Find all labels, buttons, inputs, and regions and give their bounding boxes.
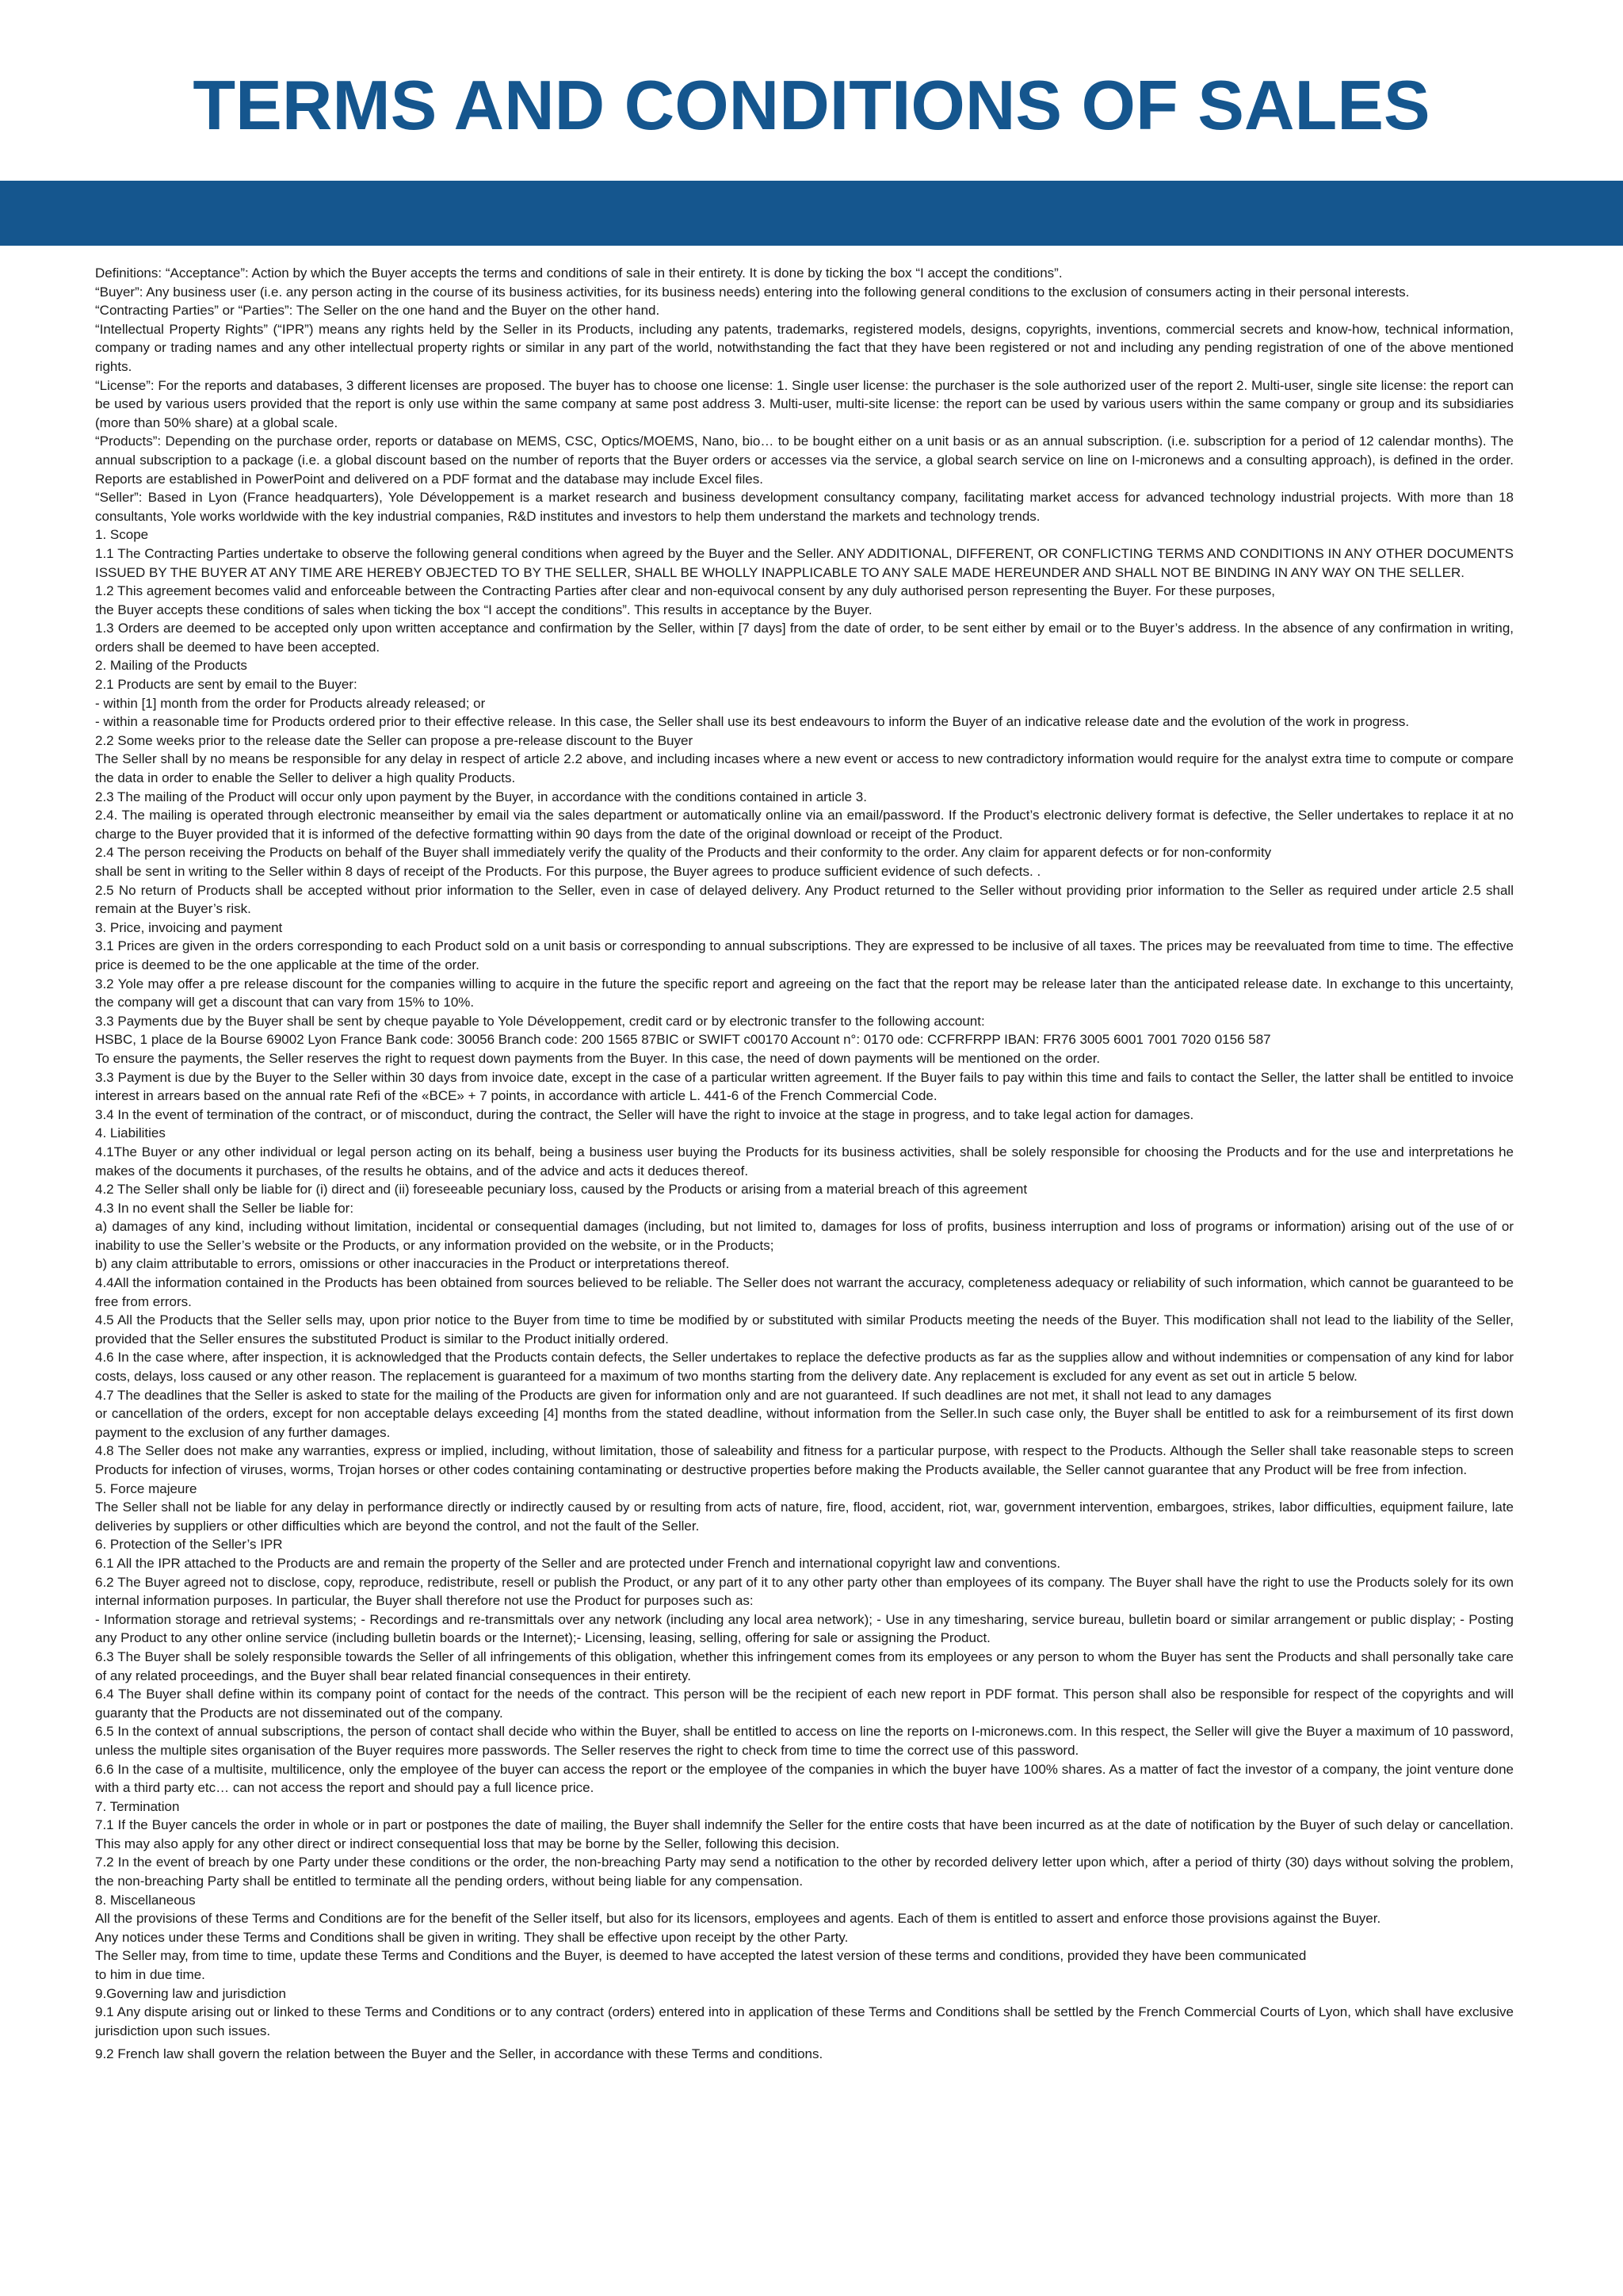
terms-paragraph: Any notices under these Terms and Conditions shall be given in writing. They shall be effective upon receipt by the other Party. [95,1929,849,1945]
terms-paragraph: 6.6 In the case of a multisite, multilicence, only the employee of the buyer can access the report or the employee of the companies in which the buyer have 100% shares. As a matter of fact the investor of a company, the joint venture done with a third party etc… can not access the report and should pay a full licence price. [95,1761,1514,1796]
terms-paragraph: 8. Miscellaneous [95,1892,196,1908]
terms-paragraph: 9.Governing law and jurisdiction [95,1985,286,2001]
terms-paragraph: 6.3 The Buyer shall be solely responsible towards the Seller of all infringements of this obligation, whether this infringement comes from its employees or any person to whom the Buyer has sent the Products and shall personally take care of any related proceedings, and the Buyer shall bear related financial consequences in their entirety. [95,1648,1514,1683]
terms-paragraph: 3.4 In the event of termination of the contract, or of misconduct, during the contract, the Seller will have the right to invoice at the stage in progress, and to take legal action for damages. [95,1106,1194,1122]
terms-paragraph: 6.1 All the IPR attached to the Products are and remain the property of the Seller and are protected under French and international copyright law and conventions. [95,1555,1061,1571]
terms-paragraph: 3.3 Payments due by the Buyer shall be sent by cheque payable to Yole Développement, credit card or by electronic transfer to the following account: [95,1013,985,1029]
terms-paragraph: to him in due time. [95,1967,205,1983]
terms-paragraph: The Seller may, from time to time, update these Terms and Conditions and the Buyer, is deemed to have accepted the latest version of these terms and conditions, provided they have been communicated [95,1948,1307,1964]
terms-paragraph: a) damages of any kind, including without limitation, incidental or consequential damages (including, but not limited to, damages for loss of profits, business interruption and loss of programs or information) arising out of the use of or inability to use the Seller’s website or the Products, or any information provided on the website, or in the Products; [95,1219,1514,1253]
terms-paragraph: 7.2 In the event of breach by one Party under these conditions or the order, the non-breaching Party may send a notification to the other by recorded delivery letter upon which, after a period of thirty (30) days without solving the problem, the non-breaching Party shall be entitled to terminate all the pending orders, without being liable for any compensation. [95,1855,1514,1889]
title-band [0,181,1623,246]
terms-paragraph: 3. Price, invoicing and payment [95,919,283,935]
terms-paragraph: 6.2 The Buyer agreed not to disclose, copy, reproduce, redistribute, resell or publish the Product, or any part of it to any other party other than employees of its company. The Buyer shall have the right to use the Products solely for its own internal information purposes. In particular, the Buyer shall therefore not use the Product for purposes such as: [95,1574,1514,1609]
terms-paragraph: 1.3 Orders are deemed to be accepted only upon written acceptance and confirmation by the Seller, within [7 days] from the date of order, to be sent either by email or to the Buyer’s address. In the absence of any confirmation in writing, orders shall be deemed to have been accepted. [95,621,1514,655]
terms-paragraph: Definitions: “Acceptance”: Action by which the Buyer accepts the terms and conditions of sale in their entirety. It is done by ticking the box “I accept the conditions”. [95,266,1063,281]
terms-paragraph: 2.4 The person receiving the Products on behalf of the Buyer shall immediately verify the quality of the Products and their conformity to the order. Any claim for apparent defects or for non-conformity [95,845,1272,861]
terms-paragraph: The Seller shall by no means be responsible for any delay in respect of article 2.2 above, and including incases where a new event or access to new contradictory information would require for the analyst extra time to compute or compare the data in order to enable the Seller to deliver a high quality Products. [95,751,1514,786]
terms-paragraph: 4. Liabilities [95,1125,166,1141]
terms-paragraph: 2.3 The mailing of the Product will occur only upon payment by the Buyer, in accordance with the conditions contained in article 3. [95,789,867,804]
terms-paragraph: “Contracting Parties” or “Parties”: The Seller on the one hand and the Buyer on the other hand. [95,303,660,319]
terms-paragraph: “Seller”: Based in Lyon (France headquarters), Yole Développement is a market research and business development consultancy company, facilitating market access for advanced technology industrial projects. With more than 18 consultants, Yole works worldwide with the key industrial companies, R&D institutes and investors to help them understand the markets and technology trends. [95,490,1514,524]
terms-body [95,264,1514,2064]
terms-paragraph: 4.7 The deadlines that the Seller is asked to state for the mailing of the Products are given for information only and are not guaranteed. If such deadlines are not met, it shall not lead to any damages [95,1387,1272,1403]
terms-paragraph: 3.1 Prices are given in the orders corresponding to each Product sold on a unit basis or corresponding to annual subscriptions. They are expressed to be inclusive of all taxes. The prices may be reevaluated from time to time. The effective price is deemed to be the one applicable at the time of the order. [95,938,1514,972]
terms-paragraph: 2.5 No return of Products shall be accepted without prior information to the Seller, even in case of delayed delivery. Any Product returned to the Seller without providing prior information to the Seller as required under article 2.5 shall remain at the Buyer’s risk. [95,882,1514,917]
terms-paragraph: The Seller shall not be liable for any delay in performance directly or indirectly caused by or resulting from acts of nature, fire, flood, accident, riot, war, government intervention, embargoes, strikes, labor difficulties, equipment failure, late deliveries by suppliers or other difficulties which are beyond the control, and not the fault of the Seller. [95,1499,1514,1534]
terms-paragraph: HSBC, 1 place de la Bourse 69002 Lyon France Bank code: 30056 Branch code: 200 1565 87BIC or SWIFT c00170 Account n°: 0170 ode: CCFRFRPP IBAN: FR76 3005 6001 7001 7020 0156 587 [95,1032,1271,1048]
page-title: TERMS AND CONDITIONS OF SALES [193,66,1430,144]
terms-paragraph: b) any claim attributable to errors, omissions or other inaccuracies in the Product or interpretations thereof. [95,1256,730,1272]
terms-paragraph: “Intellectual Property Rights” (“IPR”) means any rights held by the Seller in its Products, including any patents, trademarks, registered models, designs, copyrights, inventions, commercial secrets and know-how, technical information, company or trading names and any other intellectual property rights or similar in any part of the world, notwithstanding the fact that they have been registered or not and including any pending registration of one of the above mentioned rights. [95,321,1514,374]
terms-paragraph: 7. Termination [95,1798,180,1814]
terms-paragraph: 2.4. The mailing is operated through electronic meanseither by email via the sales department or automatically online via an email/password. If the Product’s electronic delivery format is defective, the Seller undertakes to replace it at no charge to the Buyer provided that it is informed of the defective formatting within 90 days from the date of the original download or receipt of the Product. [95,808,1514,842]
terms-paragraph: 9.1 Any dispute arising out or linked to these Terms and Conditions or to any contract (orders) entered into in application of these Terms and Conditions shall be settled by the French Commercial Courts of Lyon, which shall have exclusive jurisdiction upon such issues. [95,2004,1514,2038]
terms-paragraph: 1.1 The Contracting Parties undertake to observe the following general conditions when agreed by the Buyer and the Seller. ANY ADDITIONAL, DIFFERENT, OR CONFLICTING TERMS AND CONDITIONS IN ANY OTHER DOCUMENTS ISSUED BY THE BUYER AT ANY TIME ARE HEREBY OBJECTED TO BY THE SELLER, SHALL BE WHOLLY INAPPLICABLE TO ANY SALE MADE HEREUNDER AND SHALL NOT BE BINDING IN ANY WAY ON THE SELLER. [95,545,1514,580]
terms-paragraph: the Buyer accepts these conditions of sales when ticking the box “I accept the conditions”. This results in acceptance by the Buyer. [95,602,873,617]
terms-paragraph: 2.1 Products are sent by email to the Buyer: [95,677,357,693]
terms-paragraph: 4.6 In the case where, after inspection, it is acknowledged that the Products contain defects, the Seller undertakes to replace the defective products as far as the supplies allow and without indemnities or compensation of any kind for labor costs, delays, loss caused or any other reason. The replacement is guaranteed for a maximum of two months starting from the delivery date. Any replacement is excluded for any event as set out in article 5 below. [95,1350,1514,1385]
terms-paragraph: or cancellation of the orders, except for non acceptable delays exceeding [4] months from the stated deadline, without information from the Seller.In such case only, the Buyer shall be entitled to ask for a reimbursement of its first down payment to the exclusion of any further damages. [95,1406,1514,1440]
terms-paragraph: 5. Force majeure [95,1480,197,1496]
terms-paragraph: “License”: For the reports and databases, 3 different licenses are proposed. The buyer has to choose one license: 1. Single user license: the purchaser is the sole authorized user of the report 2. Multi-user, single site license: the report can be used by various users provided that the report is only use within the same company at same post address 3. Multi-user, multi-site license: the report can be used by various users within the same company or group and its subsidiaries (more than 50% share) at a global scale. [95,377,1514,430]
terms-paragraph: 4.1The Buyer or any other individual or legal person acting on its behalf, being a business user buying the Products for its business activities, shall be solely responsible for choosing the Products and for the use and interpretations he makes of the documents it purchases, of the results he obtains, and of the advice and acts it deduces thereof. [95,1144,1514,1179]
terms-paragraph: 4.8 The Seller does not make any warranties, express or implied, including, without limitation, those of saleability and fitness for a particular purpose, with respect to the Products. Although the Seller shall take reasonable steps to screen Products for infection of viruses, worms, Trojan horses or other codes containing contaminating or destructive properties before making the Products available, the Seller cannot guarantee that any Product will be free from infection. [95,1443,1514,1477]
terms-paragraph: - Information storage and retrieval systems; - Recordings and re-transmittals over any network (including any local area network); - Use in any timesharing, service bureau, bulletin board or similar arrangement or public display; - Posting any Product to any other online service (including bulletin boards or the Internet);- Licensing, leasing, selling, offering for sale or assigning the Product. [95,1611,1514,1646]
terms-paragraph: All the provisions of these Terms and Conditions are for the benefit of the Seller itself, but also for its licensors, employees and agents. Each of them is entitled to assert and enforce those provisions against the Buyer. [95,1911,1381,1927]
terms-paragraph: 6. Protection of the Seller’s IPR [95,1537,283,1553]
terms-paragraph: 2. Mailing of the Products [95,658,247,674]
terms-paragraph: To ensure the payments, the Seller reserves the right to request down payments from the Buyer. In this case, the need of down payments will be mentioned on the order. [95,1050,1101,1066]
terms-paragraph: 1.2 This agreement becomes valid and enforceable between the Contracting Parties after clear and non-equivocal consent by any duly authorised person representing the Buyer. For these purposes, [95,583,1276,599]
terms-paragraph: 6.4 The Buyer shall define within its company point of contact for the needs of the contract. This person will be the recipient of each new report in PDF format. This person shall also be responsible for respect of the copyrights and will guaranty that the Products are not disseminated out of the company. [95,1687,1514,1721]
terms-paragraph: 2.2 Some weeks prior to the release date the Seller can propose a pre-release discount to the Buyer [95,732,693,748]
terms-paragraph: “Buyer”: Any business user (i.e. any person acting in the course of its business activities, for its business needs) entering into the following general conditions to the exclusion of consumers acting in their personal interests. [95,284,1410,300]
terms-paragraph: - within a reasonable time for Products ordered prior to their effective release. In this case, the Seller shall use its best endeavours to inform the Buyer of an indicative release date and the evolution of the work in progress. [95,714,1410,730]
terms-paragraph: “Products”: Depending on the purchase order, reports or database on MEMS, CSC, Optics/MOEMS, Nano, bio… to be bought either on a unit basis or as an annual subscription. (i.e. subscription for a period of 12 calendar months). The annual subscription to a package (i.e. a global discount based on the number of reports that the Buyer orders or accesses via the service, a global search service on line on I-micronews and a consulting approach), is defined in the order. Reports are established in PowerPoint and delivered on a PDF format and the database may include Excel files. [95,434,1514,487]
terms-paragraph: 4.5 All the Products that the Seller sells may, upon prior notice to the Buyer from time to time be modified by or substituted with similar Products meeting the needs of the Buyer. This modification shall not lead to the liability of the Seller, provided that the Seller ensures the substituted Product is similar to the Product initially ordered. [95,1312,1514,1347]
terms-paragraph: 4.3 In no event shall the Seller be liable for: [95,1200,354,1216]
terms-paragraph: 1. Scope [95,527,149,543]
terms-paragraph: shall be sent in writing to the Seller within 8 days of receipt of the Products. For this purpose, the Buyer agrees to produce sufficient evidence of such defects. . [95,864,1041,879]
terms-paragraph: 7.1 If the Buyer cancels the order in whole or in part or postpones the date of mailing, the Buyer shall indemnify the Seller for the entire costs that have been incurred as at the date of notification by the Buyer of such delay or cancellation. This may also apply for any other direct or indirect consequential loss that may be borne by the Seller, following this decision. [95,1817,1514,1851]
terms-paragraph: 4.4All the information contained in the Products has been obtained from sources believed to be reliable. The Seller does not warrant the accuracy, completeness adequacy or reliability of such information, which cannot be guaranteed to be free from errors. [95,1275,1514,1309]
terms-paragraph: 6.5 In the context of annual subscriptions, the person of contact shall decide who within the Buyer, shall be entitled to access on line the reports on I-micronews.com. In this respect, the Seller will give the Buyer a maximum of 10 password, unless the multiple sites organisation of the Buyer requires more passwords. The Seller reserves the right to check from time to time the correct use of this password. [95,1724,1514,1758]
terms-paragraph: 4.2 The Seller shall only be liable for (i) direct and (ii) foreseeable pecuniary loss, caused by the Products or arising from a material breach of this agreement [95,1182,1028,1198]
terms-paragraph: 3.3 Payment is due by the Buyer to the Seller within 30 days from invoice date, except in the case of a particular written agreement. If the Buyer fails to pay within this time and fails to contact the Seller, the latter shall be entitled to invoice interest in arrears based on the annual rate Refi of the «BCE» + 7 points, in accordance with article L. 441-6 of the French Commercial Code. [95,1069,1514,1104]
terms-paragraph: - within [1] month from the order for Products already released; or [95,695,486,711]
terms-paragraph: 9.2 French law shall govern the relation between the Buyer and the Seller, in accordance with these Terms and conditions. [95,2046,823,2062]
terms-paragraph: 3.2 Yole may offer a pre release discount for the companies willing to acquire in the future the specific report and agreeing on the fact that the report may be release later than the anticipated release date. In exchange to this uncertainty, the company will get a discount that can vary from 15% to 10%. [95,976,1514,1010]
